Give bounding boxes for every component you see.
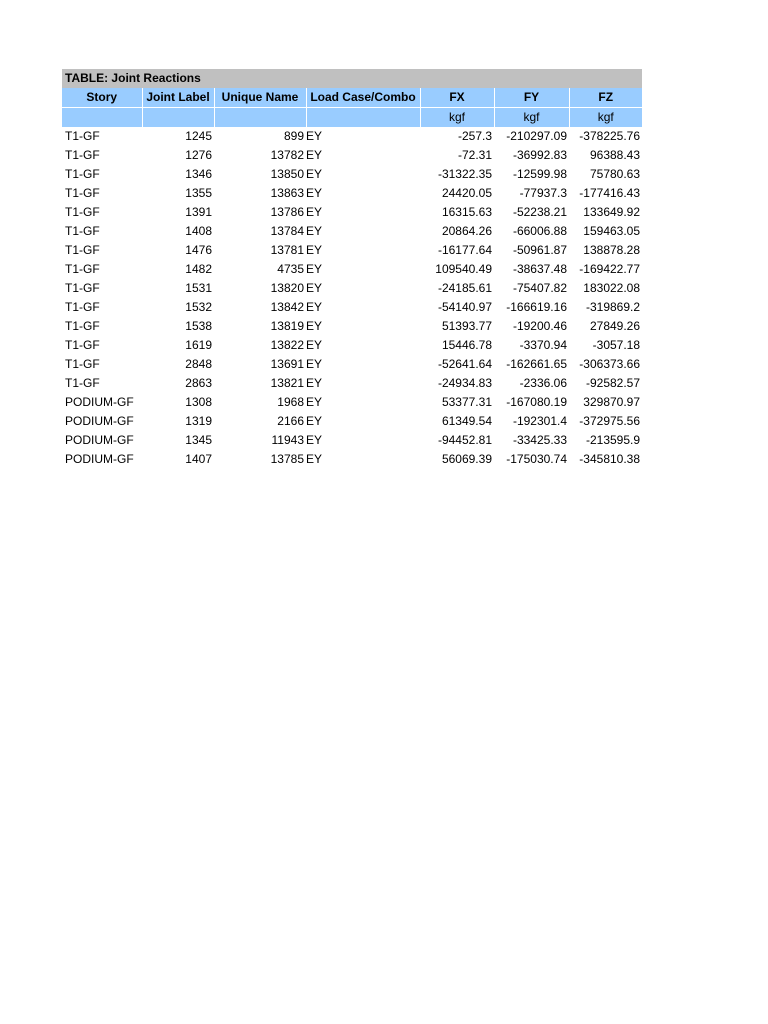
cell-story: PODIUM-GF (65, 414, 134, 428)
cell-load-case: EY (306, 338, 323, 352)
cell-unique-name: 11943 (271, 433, 304, 447)
cell-fy: -175030.74 (506, 452, 567, 466)
table-row (62, 431, 642, 450)
cell-load-case: EY (306, 129, 323, 143)
cell-joint-label: 2848 (185, 357, 212, 371)
cell-fy: -210297.09 (506, 129, 567, 143)
cell-joint-label: 1407 (185, 452, 212, 466)
cell-joint-label: 1345 (185, 433, 212, 447)
cell-load-case: EY (306, 414, 323, 428)
cell-joint-label: 1319 (185, 414, 212, 428)
cell-load-case: EY (306, 300, 323, 314)
cell-fy: -75407.82 (512, 281, 567, 295)
cell-fy: -166619.16 (506, 300, 567, 314)
cell-story: T1-GF (65, 186, 100, 200)
unit-fx: kgf (420, 108, 494, 128)
cell-load-case: EY (306, 243, 323, 257)
cell-story: PODIUM-GF (65, 433, 134, 447)
cell-fz: -3057.18 (592, 338, 641, 352)
cell-joint-label: 1538 (185, 319, 212, 333)
cell-story: T1-GF (65, 319, 100, 333)
cell-fx: 15446.78 (441, 338, 492, 352)
cell-joint-label: 2863 (185, 376, 212, 390)
table-title: TABLE: Joint Reactions (62, 69, 642, 88)
cell-unique-name: 13822 (270, 338, 304, 352)
cell-story: PODIUM-GF (65, 395, 134, 409)
cell-joint-label: 1408 (185, 224, 212, 238)
header-story: Story (62, 88, 142, 108)
table-row (62, 298, 642, 317)
cell-fx: -94452.81 (437, 433, 492, 447)
cell-unique-name: 13821 (270, 376, 304, 390)
joint-reactions-table (62, 69, 642, 469)
table-row (62, 355, 642, 374)
cell-story: T1-GF (65, 300, 100, 314)
cell-fx: 16315.63 (441, 205, 492, 219)
cell-fy: -52238.21 (512, 205, 567, 219)
table-row (62, 146, 642, 165)
cell-load-case: EY (306, 452, 323, 466)
cell-unique-name: 13784 (270, 224, 304, 238)
cell-joint-label: 1532 (185, 300, 212, 314)
table-title-row (62, 69, 642, 88)
cell-story: T1-GF (65, 262, 100, 276)
cell-story: T1-GF (65, 129, 100, 143)
cell-fy: -36992.83 (512, 148, 567, 162)
cell-fz: -306373.66 (579, 357, 641, 371)
unit-story (62, 108, 142, 128)
cell-unique-name: 13786 (270, 205, 304, 219)
cell-fz: -378225.76 (579, 129, 641, 143)
cell-fz: 75780.63 (589, 167, 641, 181)
cell-fz: 133649.92 (583, 205, 641, 219)
cell-fx: -72.31 (457, 148, 492, 162)
cell-unique-name: 13850 (270, 167, 304, 181)
header-joint-label: Joint Label (142, 88, 214, 108)
cell-fx: -54140.97 (437, 300, 492, 314)
cell-story: T1-GF (65, 205, 100, 219)
cell-load-case: EY (306, 376, 323, 390)
cell-fz: 138878.28 (583, 243, 641, 257)
cell-load-case: EY (306, 167, 323, 181)
cell-fz: 27849.26 (589, 319, 641, 333)
header-fy: FY (494, 88, 569, 108)
cell-fz: -169422.77 (579, 262, 641, 276)
cell-joint-label: 1531 (185, 281, 212, 295)
cell-load-case: EY (306, 224, 323, 238)
cell-story: T1-GF (65, 357, 100, 371)
cell-fx: -24934.83 (437, 376, 492, 390)
cell-story: T1-GF (65, 281, 100, 295)
cell-joint-label: 1391 (185, 205, 212, 219)
cell-load-case: EY (306, 433, 323, 447)
cell-joint-label: 1276 (185, 148, 212, 162)
cell-story: T1-GF (65, 243, 100, 257)
cell-fz: -177416.43 (579, 186, 641, 200)
cell-fx: -257.3 (457, 129, 492, 143)
table-row (62, 165, 642, 184)
cell-fx: 24420.05 (441, 186, 492, 200)
cell-fz: 329870.97 (583, 395, 641, 409)
cell-fy: -77937.3 (519, 186, 567, 200)
cell-unique-name: 13863 (270, 186, 304, 200)
table-row (62, 336, 642, 355)
cell-unique-name: 13785 (270, 452, 304, 466)
table-row (62, 412, 642, 431)
cell-joint-label: 1346 (185, 167, 212, 181)
cell-fz: -372975.56 (579, 414, 641, 428)
cell-load-case: EY (306, 148, 323, 162)
cell-fx: 20864.26 (441, 224, 492, 238)
table-row (62, 374, 642, 393)
cell-fz: 96388.43 (589, 148, 641, 162)
cell-fy: -38637.48 (512, 262, 567, 276)
cell-fx: 53377.31 (441, 395, 492, 409)
cell-fz: 183022.08 (583, 281, 641, 295)
table-row (62, 393, 642, 412)
cell-load-case: EY (306, 281, 323, 295)
cell-fy: -12599.98 (512, 167, 567, 181)
cell-unique-name: 13691 (270, 357, 304, 371)
cell-unique-name: 1968 (277, 395, 304, 409)
header-fx: FX (420, 88, 494, 108)
cell-load-case: EY (306, 205, 323, 219)
table-row (62, 317, 642, 336)
table-row (62, 184, 642, 203)
table-body (62, 127, 642, 469)
cell-joint-label: 1482 (185, 262, 212, 276)
cell-joint-label: 1308 (185, 395, 212, 409)
cell-joint-label: 1355 (185, 186, 212, 200)
cell-unique-name: 899 (283, 129, 304, 143)
cell-fy: -162661.65 (506, 357, 567, 371)
cell-unique-name: 13820 (270, 281, 304, 295)
cell-fz: -345810.38 (579, 452, 641, 466)
table-row (62, 222, 642, 241)
cell-load-case: EY (306, 357, 323, 371)
table-row (62, 241, 642, 260)
cell-unique-name: 13782 (270, 148, 304, 162)
cell-fx: -16177.64 (437, 243, 492, 257)
table-row (62, 450, 642, 469)
cell-joint-label: 1245 (185, 129, 212, 143)
cell-joint-label: 1476 (185, 243, 212, 257)
cell-fy: -19200.46 (512, 319, 567, 333)
cell-fx: 51393.77 (441, 319, 492, 333)
cell-fz: -319869.2 (585, 300, 641, 314)
cell-fy: -192301.4 (512, 414, 567, 428)
cell-story: PODIUM-GF (65, 452, 134, 466)
cell-unique-name: 13842 (270, 300, 304, 314)
cell-story: T1-GF (65, 167, 100, 181)
cell-story: T1-GF (65, 338, 100, 352)
unit-unique-name (214, 108, 306, 128)
column-header-row (62, 88, 642, 108)
unit-load-case (306, 108, 420, 128)
units-row (62, 108, 642, 128)
cell-load-case: EY (306, 186, 323, 200)
cell-unique-name: 4735 (277, 262, 304, 276)
cell-load-case: EY (306, 395, 323, 409)
cell-load-case: EY (306, 319, 323, 333)
table-row (62, 127, 642, 146)
cell-fx: 109540.49 (435, 262, 492, 276)
cell-unique-name: 2166 (277, 414, 304, 428)
header-load-case: Load Case/Combo (306, 88, 420, 108)
cell-fx: -52641.64 (437, 357, 492, 371)
cell-fx: 61349.54 (441, 414, 492, 428)
cell-story: T1-GF (65, 224, 100, 238)
table-row (62, 279, 642, 298)
cell-fx: -31322.35 (437, 167, 492, 181)
cell-fy: -33425.33 (512, 433, 567, 447)
table-row (62, 203, 642, 222)
cell-fy: -2336.06 (519, 376, 567, 390)
cell-fy: -50961.87 (512, 243, 567, 257)
cell-unique-name: 13819 (270, 319, 304, 333)
header-fz: FZ (569, 88, 642, 108)
cell-fy: -66006.88 (512, 224, 567, 238)
header-unique-name: Unique Name (214, 88, 306, 108)
cell-fx: -24185.61 (437, 281, 492, 295)
cell-fz: 159463.05 (583, 224, 641, 238)
cell-fz: -92582.57 (585, 376, 641, 390)
unit-fy: kgf (494, 108, 569, 128)
unit-joint-label (142, 108, 214, 128)
spreadsheet-page (62, 69, 642, 469)
cell-story: T1-GF (65, 376, 100, 390)
cell-fz: -213595.9 (585, 433, 641, 447)
unit-fz: kgf (569, 108, 642, 128)
cell-story: T1-GF (65, 148, 100, 162)
table-row (62, 260, 642, 279)
cell-joint-label: 1619 (185, 338, 212, 352)
cell-fy: -167080.19 (506, 395, 567, 409)
cell-unique-name: 13781 (270, 243, 304, 257)
cell-fx: 56069.39 (441, 452, 492, 466)
cell-fy: -3370.94 (519, 338, 567, 352)
cell-load-case: EY (306, 262, 323, 276)
